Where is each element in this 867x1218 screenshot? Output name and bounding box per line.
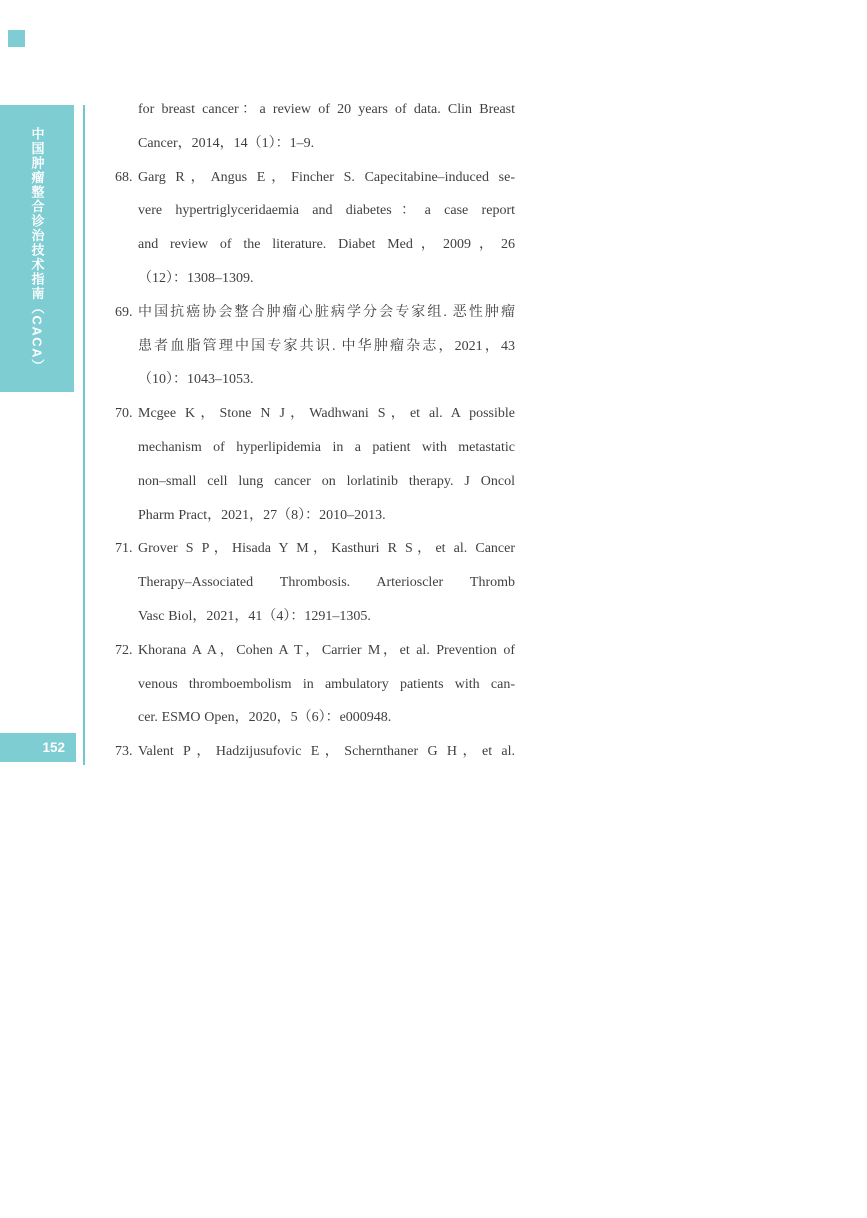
reference-line: 患者血脂管理中国专家共识. 中华肿瘤杂志，2021，43 bbox=[138, 338, 515, 354]
reference-line: Vasc Biol，2021，41（4）：1291–1305. bbox=[138, 608, 371, 624]
page-number: 152 bbox=[42, 740, 65, 755]
reference-line: Khorana A A，Cohen A T，Carrier M，et al. Prevention of bbox=[138, 642, 515, 658]
reference-line: Grover S P，Hisada Y M，Kasthuri R S，et al. Cancer bbox=[138, 541, 515, 557]
reference-line: cer. ESMO Open，2020，5（6）：e000948. bbox=[138, 710, 392, 726]
reference-line: Garg R，Angus E，Fincher S. Capecitabine–induced se- bbox=[138, 169, 515, 185]
reference-item bbox=[115, 532, 515, 633]
reference-item bbox=[115, 397, 515, 532]
reference-number: 68. bbox=[115, 169, 133, 185]
reference-line: 中国抗癌协会整合肿瘤心脏病学分会专家组. 恶性肿瘤 bbox=[138, 304, 515, 320]
reference-number: 70. bbox=[115, 406, 133, 422]
reference-number: 71. bbox=[115, 541, 133, 557]
reference-number: 69. bbox=[115, 304, 133, 320]
reference-line: vere hypertriglyceridaemia and diabetes：a case report bbox=[138, 203, 515, 219]
reference-line: mechanism of hyperlipidemia in a patient with metastatic bbox=[138, 439, 515, 455]
reference-item bbox=[115, 634, 515, 735]
references-list bbox=[115, 93, 515, 769]
reference-line: Cancer，2014，14（1）：1–9. bbox=[138, 135, 315, 151]
reference-line: non–small cell lung cancer on lorlatinib therapy. J Oncol bbox=[138, 473, 515, 489]
reference-item bbox=[115, 93, 515, 161]
page-number-badge bbox=[0, 733, 76, 762]
reference-line: （10）：1043–1053. bbox=[138, 372, 254, 388]
reference-line: （12）：1308–1309. bbox=[138, 270, 254, 286]
corner-accent-square bbox=[8, 30, 25, 47]
reference-line: for breast cancer：a review of 20 years of data. Clin Breast bbox=[138, 102, 515, 117]
reference-line: Valent P，Hadzijusufovic E，Schernthaner G H，et al. bbox=[138, 744, 515, 760]
reference-item bbox=[115, 735, 515, 769]
reference-line: Pharm Pract，2021，27（8）：2010–2013. bbox=[138, 507, 386, 523]
reference-line: Therapy–Associated Thrombosis. Arterioscler Thromb bbox=[138, 575, 515, 591]
reference-line: venous thromboembolism in ambulatory patients with can- bbox=[138, 676, 515, 692]
reference-line: and review of the literature. Diabet Med，2009，26 bbox=[138, 237, 515, 253]
reference-item bbox=[115, 296, 515, 397]
reference-item bbox=[115, 161, 515, 296]
sidebar-band bbox=[0, 105, 74, 392]
book-title-vertical: 中国肿瘤整合诊治技术指南（CACA） bbox=[29, 127, 45, 374]
reference-line: Mcgee K，Stone N J，Wadhwani S，et al. A possible bbox=[138, 406, 515, 422]
reference-number: 73. bbox=[115, 744, 133, 760]
reference-number: 72. bbox=[115, 642, 133, 658]
vertical-divider bbox=[83, 105, 85, 765]
